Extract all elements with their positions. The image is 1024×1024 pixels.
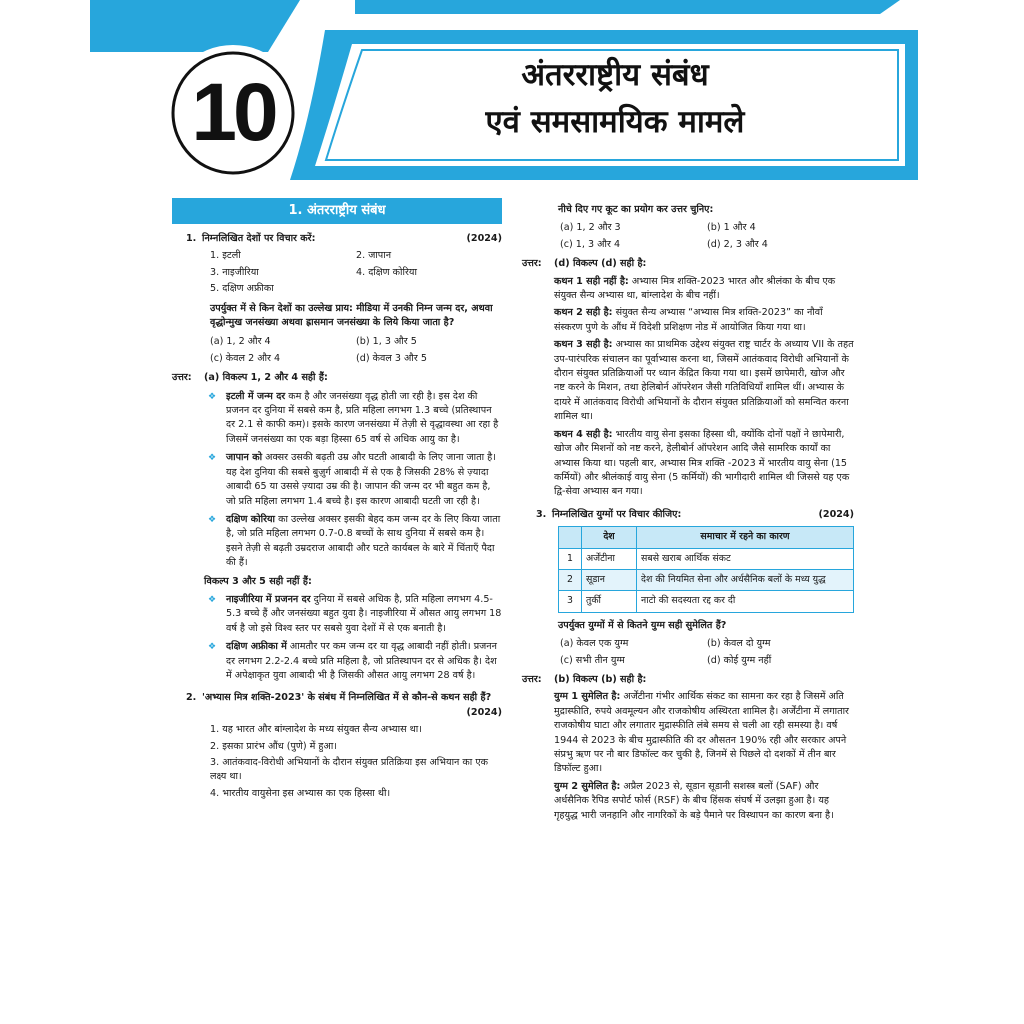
option-d: (d) कोई युग्म नहीं xyxy=(707,654,772,666)
question-text: निम्नलिखित युग्मों पर विचार कीजिए: xyxy=(552,508,682,520)
statement-label: कथन 4 सही है: xyxy=(554,428,613,440)
q2-code-prompt: नीचे दिए गए कूट का प्रयोग कर उत्तर चुनिए: xyxy=(558,204,714,215)
chapter-title xyxy=(335,52,895,146)
match-table xyxy=(558,526,854,613)
diamond-bullet-icon: ❖ xyxy=(208,642,217,653)
bullet xyxy=(204,513,502,571)
explanation-label: युग्म 1 सुमेलित है: xyxy=(554,691,621,703)
option-b: (b) 1, 3 और 5 xyxy=(356,336,417,348)
q1-answer xyxy=(172,371,502,385)
statement xyxy=(554,275,854,304)
question-3 xyxy=(522,508,854,522)
list-item: 4. दक्षिण कोरिया xyxy=(356,266,417,278)
statement-text: अभ्यास मित्र शक्ति-2023 भारत और श्रीलंका के बीच एक संयुक्त सैन्य अभ्यास था, बांग्लादेश के बीच नहीं। xyxy=(554,275,836,302)
question-2 xyxy=(172,691,502,720)
diamond-bullet-icon: ❖ xyxy=(208,514,217,525)
answer-text: (a) विकल्प 1, 2 और 4 सही हैं: xyxy=(204,372,328,384)
list-item: 4. भारतीय वायुसेना इस अभ्यास का एक हिस्सा थी। xyxy=(210,787,391,799)
bullet xyxy=(204,451,502,509)
bullet-bold: जापान को xyxy=(226,452,263,464)
answer-text: (b) विकल्प (b) सही है: xyxy=(554,673,647,685)
table-row xyxy=(559,548,854,569)
option-a: (a) केवल एक युग्म xyxy=(560,638,629,650)
table-cell: 1 xyxy=(559,548,582,569)
q3-question: उपर्युक्त युग्मों में से कितने युग्म सही सुमेलित हैं? xyxy=(558,619,727,631)
answer-label: उत्तर: xyxy=(522,258,542,270)
explanation xyxy=(554,690,854,776)
diamond-bullet-icon: ❖ xyxy=(208,453,217,464)
left-column xyxy=(172,198,502,804)
statement-label: कथन 1 सही नहीं है: xyxy=(554,275,629,287)
bullet-bold: दक्षिण अफ्रीका में xyxy=(226,641,287,653)
diamond-bullet-icon: ❖ xyxy=(208,594,217,605)
table-row xyxy=(559,569,854,590)
answer-label: उत्तर: xyxy=(522,673,542,685)
q3-answer xyxy=(522,673,854,687)
bullet-bold: नाइजीरिया में प्रजनन दर xyxy=(226,593,311,605)
table-header: देश xyxy=(582,527,637,548)
explanation-text: अर्जेंटीना गंभीर आर्थिक संकट का सामना कर रहा है जिसमें अति मुद्रास्फीति, रुपये अवमूल्यन और राजकोषीय अस्थिरता शामिल है। अर्जेंटीना में लगातार राजकोषीय घाटा और लगातार मुद्रास्फीति लंबे समय से चली आ रही समस्या है। वर्ष 1944 से 2023 के बीच मुद्रास्फीति की दर औसतन 190% रही और सरकार अपने संप्रभु ऋण पर नौ बार डिफॉल्ट कर चुकी है, जिनमें से पिछले दो दशकों में तीन बार डिफॉल्ट हुआ। xyxy=(554,691,849,775)
option-a: (a) 1, 2 और 3 xyxy=(560,222,621,234)
q3-options xyxy=(522,636,854,669)
option-c: (c) केवल 2 और 4 xyxy=(210,352,281,364)
q2-items xyxy=(172,722,502,802)
bullet-text: अक्सर उसकी बढ़ती उम्र और घटती आबादी के लिए जाना जाता है। यह देश दुनिया की सबसे बुज़ुर्ग आबादी में से एक है जिसकी 28% से ज़्यादा आबादी 65 या उससे ज़्यादा उम्र की है। जापान की जन्म दर भी बहुत कम है, जो प्रति महिला लगभग 1.4 बच्चे है। इस कारण आबादी घटती जा रही है। xyxy=(226,452,496,507)
bullet-text: कम है और जनसंख्या वृद्ध होती जा रही है। इस देश की प्रजनन दर दुनिया में सबसे कम है, प्रति महिला लगभग 1.3 बच्चे (प्रतिस्थापन दर 2.1 से काफी कम)। इसके कारण जनसंख्या में तेज़ी से वृद्धावस्था आ रहा है जिसमें जनसंख्या का एक बड़ा हिस्सा 65 वर्ष से अधिक आयु का है। xyxy=(226,390,499,445)
diamond-bullet-icon: ❖ xyxy=(208,391,217,402)
statement-text: भारतीय वायु सेना इसका हिस्सा थी, क्योंकि दोनों पक्षों ने छापेमारी, खोज और मिशनों को नष्ट करने, हेलीबोर्न ऑपरेशन आदि जैसे सामरिक कार्यों का अभ्यास किया था। पहली बार, अभ्यास मित्र शक्ति -2023 में भारतीय वायु सेना (15 कर्मियों) और श्रीलंकाई वायु सेना (5 कर्मियों) की भागीदारी शामिल थी जिससे यह एक द्वि-सेवा अभ्यास बन गया। xyxy=(554,428,850,498)
option-c: (c) 1, 3 और 4 xyxy=(560,238,621,250)
list-item: 1. इटली xyxy=(210,250,241,262)
bullet xyxy=(204,593,502,636)
table-cell: सूडान xyxy=(582,569,637,590)
bullet-text: का उल्लेख अक्सर इसकी बेहद कम जन्म दर के लिए किया जाता है, जो प्रति महिला लगभग 0.7-0.8 बच्चों के साथ दुनिया में सबसे कम है। इसने तेज़ी से बढ़ती उम्रदराज आबादी और घटते कार्यबल के बारे में चिंताएँ पैदा की हैं। xyxy=(226,513,501,569)
table-cell: अर्जेंटीना xyxy=(582,548,637,569)
q2-answer xyxy=(522,257,854,271)
table-row xyxy=(559,591,854,612)
question-year: (2024) xyxy=(466,233,502,244)
table-header-row xyxy=(559,527,854,548)
bullet-bold: इटली में जन्म दर xyxy=(226,390,286,402)
question-1 xyxy=(172,232,502,246)
statement xyxy=(554,428,854,500)
question-text: निम्नलिखित देशों पर विचार करें: xyxy=(202,233,316,244)
bullet xyxy=(204,390,502,448)
explanation xyxy=(554,780,854,823)
bullet-bold: दक्षिण कोरिया xyxy=(226,513,276,525)
q1-items xyxy=(172,248,502,297)
statement-label: कथन 2 सही है: xyxy=(554,307,613,319)
q1-question: उपर्युक्त में से किन देशों का उल्लेख प्राय: मीडिया में उनकी निम्न जन्म दर, अथवा वृद्धोन्मुख जनसंख्या अथवा ह्रासमान जनसंख्या के लिये किया जाता है? xyxy=(210,302,493,329)
chapter-number: 10 xyxy=(191,67,275,158)
question-number: 3. xyxy=(536,508,547,520)
statement-text: संयुक्त सैन्य अभ्यास “अभ्यास मित्र शक्ति-2023” का नौवाँ संस्करण पुणे के औंध में विदेशी प्रशिक्षण नोड में आयोजित किया गया था। xyxy=(554,307,823,333)
option-a: (a) 1, 2 और 4 xyxy=(210,336,271,348)
q1-options xyxy=(172,334,502,367)
option-b: (b) 1 और 4 xyxy=(707,222,756,234)
list-item: 3. नाइजीरिया xyxy=(210,266,259,278)
table-cell: 2 xyxy=(559,569,582,590)
table-cell: नाटो की सदस्यता रद्द कर दी xyxy=(637,591,854,612)
bullet-text: आमतौर पर कम जन्म दर या वृद्ध आबादी नहीं होती। प्रजनन दर लगभग 2.2-2.4 बच्चे प्रति महिला है, जो प्रतिस्थापन दर से अधिक है। देश में अपेक्षाकृत युवा आबादी भी है जिसकी औसत आयु लगभग 28 वर्ष है। xyxy=(226,641,497,681)
statement xyxy=(554,306,854,335)
option-b: (b) केवल दो युग्म xyxy=(707,638,771,650)
bullet xyxy=(204,640,502,683)
chapter-title-line1: अंतरराष्ट्रीय संबंध xyxy=(521,57,709,93)
table-cell: 3 xyxy=(559,591,582,612)
q2-options xyxy=(522,220,854,253)
question-year: (2024) xyxy=(818,508,854,520)
list-item: 5. दक्षिण अफ्रीका xyxy=(210,283,274,295)
table-cell: देश की नियमित सेना और अर्धसैनिक बलों के मध्य युद्ध xyxy=(637,569,854,590)
section-heading: 1. अंतरराष्ट्रीय संबंध xyxy=(172,198,502,224)
question-text: 'अभ्यास मित्र शक्ति-2023' के संबंध में निम्नलिखित में से कौन-से कथन सही हैं? xyxy=(202,692,492,704)
right-column xyxy=(522,200,854,826)
statement-text: अभ्यास का प्राथमिक उद्देश्य संयुक्त राष्ट्र चार्टर के अध्याय VII के तहत उप-पारंपरिक संचालन का पूर्वाभ्यास करना था, जिसमें आतंकवाद विरोधी अभियानों के दौरान संयुक्त प्रतिक्रियाओं पर ध्यान केंद्रित किया गया था। इसमें छापेमारी, खोज और नष्ट करने के मिशन, तथा हेलिबोर्न ऑपरेशन जैसी गतिविधियाँ शामिल थीं। अभ्यास के दायरे में आतंकवाद विरोधी अभियानों के दौरान संयुक्त प्रतिक्रियाओं को समन्वित करना शामिल था। xyxy=(554,339,854,423)
option-d: (d) 2, 3 और 4 xyxy=(707,238,768,250)
statement-label: कथन 3 सही है: xyxy=(554,339,613,351)
list-item: 2. इसका प्रारंभ औंध (पुणे) में हुआ। xyxy=(210,740,337,752)
explanation-text: अप्रैल 2023 से, सूडान सूडानी सशस्त्र बलों (SAF) और अर्धसैनिक रैपिड सपोर्ट फोर्स (RSF) के बीच हिंसक संघर्ष में उलझा हुआ है। यह गृहयुद्ध भारी जनहानि और नागरिकों के बड़े पैमाने पर विस्थापन का कारण बना है। xyxy=(554,780,834,821)
list-item: 3. आतंकवाद-विरोधी अभियानों के दौरान संयुक्त प्रतिक्रिया इस अभियान का एक लक्ष्य था। xyxy=(210,757,489,783)
list-item: 1. यह भारत और बांग्लादेश के मध्य संयुक्त सैन्य अभ्यास था। xyxy=(210,724,422,736)
option-d: (d) केवल 3 और 5 xyxy=(356,352,427,364)
list-item: 2. जापान xyxy=(356,250,392,262)
question-number: 2. xyxy=(186,692,197,704)
table-cell: तुर्की xyxy=(582,591,637,612)
statement xyxy=(554,338,854,424)
explanation-label: युग्म 2 सुमेलित है: xyxy=(554,780,621,792)
table-header xyxy=(559,527,582,548)
answer-label: उत्तर: xyxy=(172,372,192,384)
answer-text: (d) विकल्प (d) सही है: xyxy=(554,258,647,270)
sub-heading: विकल्प 3 और 5 सही नहीं हैं: xyxy=(204,575,312,587)
chapter-title-line2: एवं समसामयिक मामले xyxy=(485,104,745,140)
question-number: 1. xyxy=(186,233,197,244)
table-cell: सबसे खराब आर्थिक संकट xyxy=(637,548,854,569)
bullet-text: दुनिया में सबसे अधिक है, प्रति महिला लगभग 4.5-5.3 बच्चे हैं और जनसंख्या बहुत युवा है। नाइजीरिया में औसत आयु लगभग 18 वर्ष है जो इसे विश्व स्तर पर सबसे युवा देशों में से एक बनाती है। xyxy=(226,593,502,634)
question-year: (2024) xyxy=(466,706,502,718)
option-c: (c) सभी तीन युग्म xyxy=(560,654,625,666)
table-header: समाचार में रहने का कारण xyxy=(637,527,854,548)
